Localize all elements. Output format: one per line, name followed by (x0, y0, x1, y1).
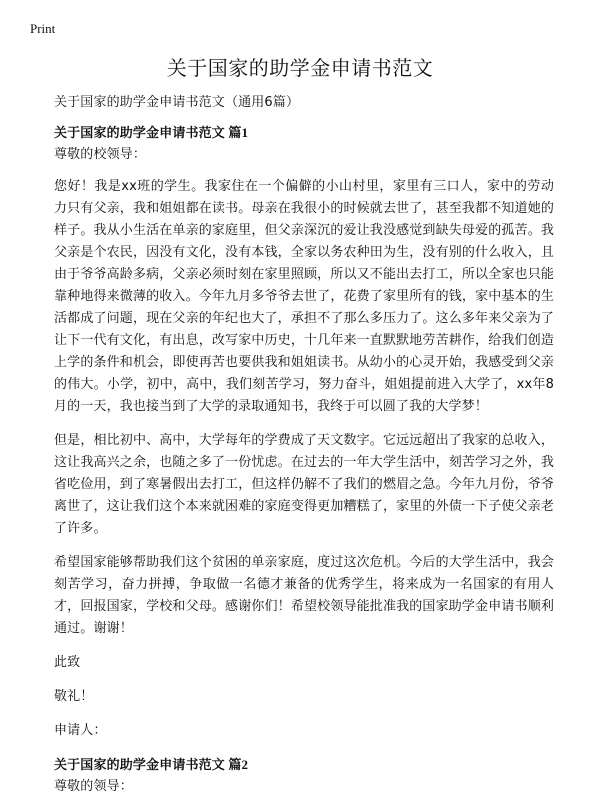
section-1 (54, 122, 554, 742)
closing-line: 此致 (54, 655, 81, 670)
closing-line: 敬礼！ (54, 689, 94, 704)
print-link[interactable]: Print (30, 21, 56, 36)
document-subtitle: 关于国家的助学金申请书范文（通用6篇） (54, 95, 300, 110)
section-heading: 关于国家的助学金申请书范文 篇2 (54, 757, 249, 772)
body-paragraph: 您好！我是xx班的学生。我家住在一个偏僻的小山村里，家里有三口人，家中的劳动力只有父亲，我和姐姐都在读书。母亲在我很小的时候就去世了，甚至我都不知道她的样子。我从小生活在单亲的家庭里，但父亲深沉的爱让我没感觉到缺失母爱的孤苦。我父亲是个农民，因没有文化，没有本钱，全家以务农种田为生，没有别的什么收入，且由于爷爷高龄多病，父亲必须时刻在家里照顾，所以又不能出去打工，所以全家也只能靠种地得来微薄的收入。今年九月多爷爷去世了，花费了家里所有的钱，家中基本的生活都成了问题，现在父亲的年纪也大了，承担不了那么多压力了。这么多年来父亲为了让下一代有文化，有出息，改写家中历史，十几年来一直默默地劳苦耕作，给我们创造上学的条件和机会，即使再苦也要供我和姐姐读书。从幼小的心灵开始，我感受到父亲的伟大。小学，初中，高中，我们刻苦学习，努力奋斗，姐姐提前进入大学了，xx年8月的一天，我也接当到了大学的录取通知书，我终于可以圆了我的大学梦！ (54, 179, 554, 414)
section-heading: 关于国家的助学金申请书范文 篇1 (54, 125, 249, 140)
document-body (54, 92, 554, 808)
body-paragraph: 希望国家能够帮助我们这个贫困的单亲家庭，度过这次危机。今后的大学生活中，我会刻苦学习，奋力拼搏，争取做一名德才兼备的优秀学生，将来成为一名国家的有用人才，回报国家，学校和父母。感谢你们！希望校领导能批准我的国家助学金申请书顺利通过。谢谢！ (54, 555, 554, 636)
body-paragraph: 但是，相比初中、高中，大学每年的学费成了天文数字。它远远超出了我家的总收入，这让我高兴之余，也随之多了一份忧虑。在过去的一年大学生活中，刻苦学习之外，我省吃俭用，到了寒暑假出去打工，但这样仍解不了我们的燃眉之急。今年九月份，爷爷离世了，这让我们这个本来就困难的家庭变得更加糟糕了，家里的外债一下子使父亲老了许多。 (54, 433, 554, 536)
signature-line: 申请人： (54, 723, 107, 738)
salutation: 尊敬的领导： (54, 779, 133, 794)
document-title: 关于国家的助学金申请书范文 (166, 56, 434, 80)
section-2 (54, 754, 554, 798)
salutation: 尊敬的校领导： (54, 147, 147, 162)
